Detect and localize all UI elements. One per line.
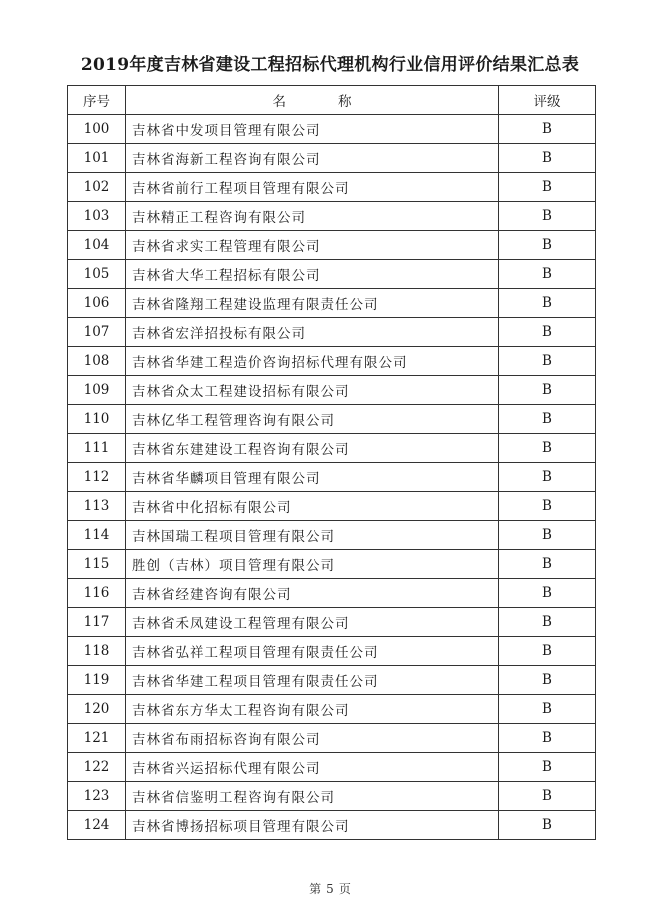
row-grade: B [499,550,596,579]
row-grade: B [499,492,596,521]
row-grade: B [499,376,596,405]
header-name-part-a: 名 [272,94,286,110]
row-grade: B [499,579,596,608]
table-row [68,434,596,463]
table-row [68,608,596,637]
row-grade: B [499,173,596,202]
row-no: 110 [68,405,126,434]
row-grade: B [499,811,596,840]
row-name: 吉林省经建咨询有限公司 [126,579,499,608]
table-row [68,492,596,521]
row-name: 吉林省宏洋招投标有限公司 [126,318,499,347]
row-name: 吉林省前行工程项目管理有限公司 [126,173,499,202]
page-title: 2019年度吉林省建设工程招标代理机构行业信用评价结果汇总表 [80,55,580,75]
row-grade: B [499,753,596,782]
header-no: 序号 [68,86,126,115]
row-grade: B [499,637,596,666]
row-name: 吉林国瑞工程项目管理有限公司 [126,521,499,550]
row-no: 121 [68,724,126,753]
row-no: 108 [68,347,126,376]
row-no: 106 [68,289,126,318]
table-row [68,579,596,608]
table-row [68,144,596,173]
table-header-row [68,86,596,115]
row-name: 吉林省中发项目管理有限公司 [126,115,499,144]
table-row [68,318,596,347]
page-footer [0,880,660,897]
row-grade: B [499,521,596,550]
header-name [126,86,499,115]
row-no: 116 [68,579,126,608]
row-no: 112 [68,463,126,492]
table-row [68,289,596,318]
row-grade: B [499,463,596,492]
table-row [68,695,596,724]
row-name: 吉林亿华工程管理咨询有限公司 [126,405,499,434]
row-no: 122 [68,753,126,782]
row-no: 107 [68,318,126,347]
row-grade: B [499,231,596,260]
row-grade: B [499,144,596,173]
table-row [68,753,596,782]
row-no: 113 [68,492,126,521]
row-name: 吉林省求实工程管理有限公司 [126,231,499,260]
row-no: 117 [68,608,126,637]
row-name: 胜创（吉林）项目管理有限公司 [126,550,499,579]
table-row [68,782,596,811]
row-no: 115 [68,550,126,579]
row-name: 吉林省信鉴明工程咨询有限公司 [126,782,499,811]
row-grade: B [499,695,596,724]
table-row [68,347,596,376]
row-grade: B [499,405,596,434]
row-grade: B [499,289,596,318]
table-row [68,724,596,753]
row-grade: B [499,724,596,753]
row-name: 吉林省弘祥工程项目管理有限责任公司 [126,637,499,666]
table-row [68,376,596,405]
header-name-part-b: 称 [338,94,352,110]
row-no: 100 [68,115,126,144]
row-name: 吉林省隆翔工程建设监理有限责任公司 [126,289,499,318]
row-no: 109 [68,376,126,405]
table-row [68,231,596,260]
row-name: 吉林省中化招标有限公司 [126,492,499,521]
row-no: 101 [68,144,126,173]
row-grade: B [499,347,596,376]
row-no: 105 [68,260,126,289]
row-name: 吉林省海新工程咨询有限公司 [126,144,499,173]
table-row [68,173,596,202]
table-row [68,666,596,695]
page-number: 5 [326,882,334,896]
row-no: 120 [68,695,126,724]
row-grade: B [499,202,596,231]
table-row [68,811,596,840]
row-no: 123 [68,782,126,811]
row-no: 103 [68,202,126,231]
table-row [68,115,596,144]
page-suffix: 页 [338,882,351,896]
page-prefix: 第 [309,882,322,896]
row-name: 吉林省东建建设工程咨询有限公司 [126,434,499,463]
row-no: 102 [68,173,126,202]
header-grade: 评级 [499,86,596,115]
row-no: 119 [68,666,126,695]
row-name: 吉林省大华工程招标有限公司 [126,260,499,289]
table-row [68,521,596,550]
row-grade: B [499,666,596,695]
row-grade: B [499,318,596,347]
row-grade: B [499,260,596,289]
row-grade: B [499,434,596,463]
row-no: 104 [68,231,126,260]
row-grade: B [499,115,596,144]
table-row [68,550,596,579]
table-row [68,637,596,666]
table-row [68,405,596,434]
row-no: 114 [68,521,126,550]
row-name: 吉林省华建工程项目管理有限责任公司 [126,666,499,695]
row-name: 吉林省布雨招标咨询有限公司 [126,724,499,753]
row-name: 吉林省东方华太工程咨询有限公司 [126,695,499,724]
row-no: 118 [68,637,126,666]
row-name: 吉林省博扬招标项目管理有限公司 [126,811,499,840]
credit-rating-table [67,85,596,840]
row-no: 124 [68,811,126,840]
row-name: 吉林省众太工程建设招标有限公司 [126,376,499,405]
row-name: 吉林精正工程咨询有限公司 [126,202,499,231]
row-grade: B [499,608,596,637]
row-name: 吉林省兴运招标代理有限公司 [126,753,499,782]
table-row [68,260,596,289]
table-body [68,115,596,840]
table-row [68,202,596,231]
row-grade: B [499,782,596,811]
row-name: 吉林省华麟项目管理有限公司 [126,463,499,492]
row-no: 111 [68,434,126,463]
table-row [68,463,596,492]
row-name: 吉林省禾凤建设工程管理有限公司 [126,608,499,637]
row-name: 吉林省华建工程造价咨询招标代理有限公司 [126,347,499,376]
